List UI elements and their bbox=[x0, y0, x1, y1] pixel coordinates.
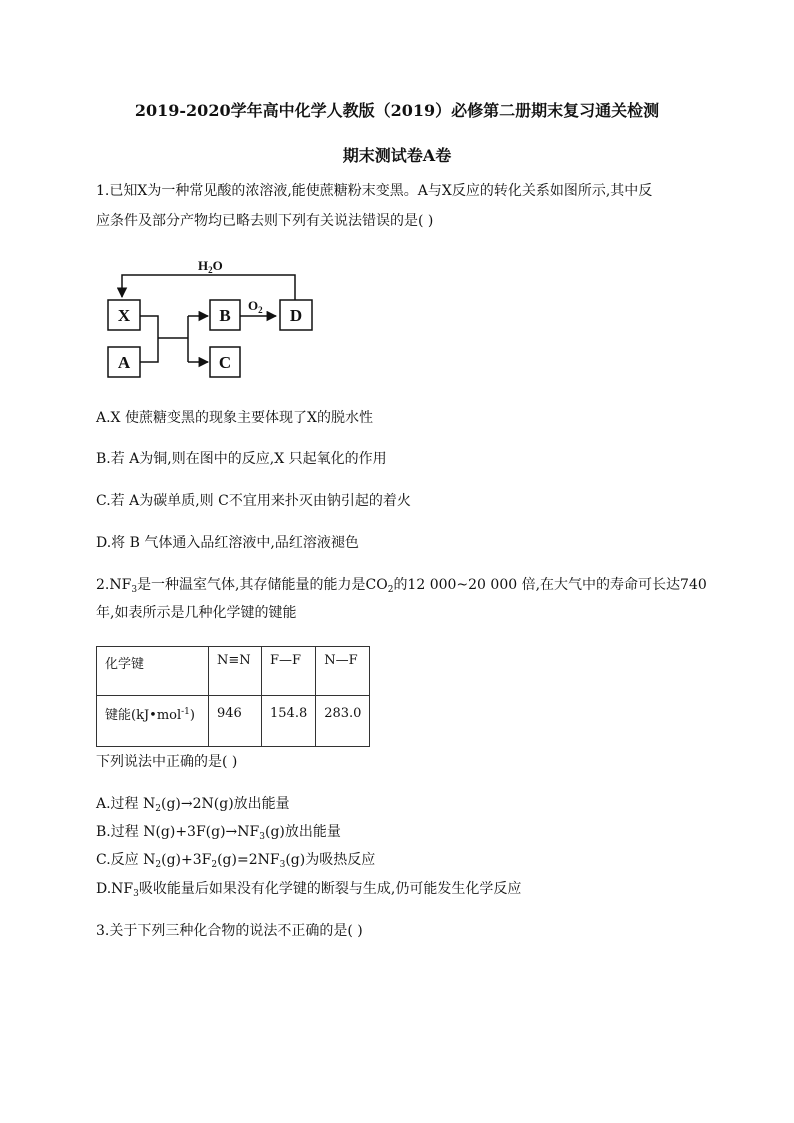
h2o-label: $H_2O$ bbox=[198, 258, 223, 275]
table-header-cell: 化学键 bbox=[97, 647, 209, 696]
table-row-label: 键能(kJ•mol$^{-1}$) bbox=[97, 696, 209, 747]
table-cell: 283.0 bbox=[316, 696, 370, 747]
q1-option-b: B.若 A为铜,则在图中的反应,X 只起氧化的作用 bbox=[96, 451, 387, 467]
table-row bbox=[97, 696, 370, 747]
q2-option-b: B.过程 $N(g)+3F(g)\to NF_3(g)$放出能量 bbox=[96, 824, 341, 842]
bond-energy-table bbox=[96, 646, 370, 747]
x-connector bbox=[140, 316, 158, 338]
q2-stem-line2: 年,如表所示是几种化学键的键能 bbox=[96, 605, 297, 621]
q1-stem-line1: 1.已知X为一种常见酸的浓溶液,能使蔗糖粉末变黑。A与X反应的转化关系如图所示,其中反 bbox=[96, 183, 653, 199]
table-header-cell: F—F bbox=[262, 647, 316, 696]
table-header-cell: N—F bbox=[316, 647, 370, 696]
q3-stem: 3.关于下列三种化合物的说法不正确的是( ) bbox=[96, 923, 363, 939]
q2-prompt: 下列说法中正确的是( ) bbox=[96, 754, 238, 770]
reaction-flow-diagram bbox=[100, 250, 330, 385]
q2-stem-line1: $2.NF_3$是一种温室气体,其存储能量的能力是$CO_2$的12 000~20 000 倍,在大气中的寿命可长达740 bbox=[96, 577, 707, 595]
node-b-label: B bbox=[219, 306, 231, 325]
a-connector bbox=[140, 338, 158, 362]
node-d-label: D bbox=[289, 306, 303, 325]
o2-label: $O_2$ bbox=[248, 298, 263, 315]
table-cell: 946 bbox=[209, 696, 262, 747]
q2-option-a: A.过程 $N_2(g)\to 2N(g)$放出能量 bbox=[96, 796, 290, 814]
node-a-label: A bbox=[117, 353, 131, 372]
q2-option-d: $D.NF_3$吸收能量后如果没有化学键的断裂与生成,仍可能发生化学反应 bbox=[96, 881, 522, 899]
node-c-label: C bbox=[218, 353, 232, 372]
h2o-return-arrow bbox=[122, 275, 295, 300]
q1-option-d: D.将 B 气体通入品红溶液中,品红溶液褪色 bbox=[96, 535, 359, 551]
q1-option-c: C.若 A为碳单质,则 C不宜用来扑灭由钠引起的着火 bbox=[96, 493, 411, 509]
table-header-cell: N≡N bbox=[209, 647, 262, 696]
q2-option-c: C.反应 $N_2(g)+3F_2(g)=2NF_3(g)$为吸热反应 bbox=[96, 852, 376, 870]
document-title-line1: 2019-2020学年高中化学人教版（2019）必修第二册期末复习通关检测 bbox=[134, 101, 660, 120]
node-x-label: X bbox=[117, 306, 131, 325]
table-header-row bbox=[97, 647, 370, 696]
table-cell: 154.8 bbox=[262, 696, 316, 747]
q1-option-a: A.X 使蔗糖变黑的现象主要体现了X的脱水性 bbox=[96, 410, 373, 426]
document-title-line2: 期末测试卷A卷 bbox=[342, 146, 452, 165]
q1-stem-line2: 应条件及部分产物均已略去则下列有关说法错误的是( ) bbox=[96, 213, 434, 229]
